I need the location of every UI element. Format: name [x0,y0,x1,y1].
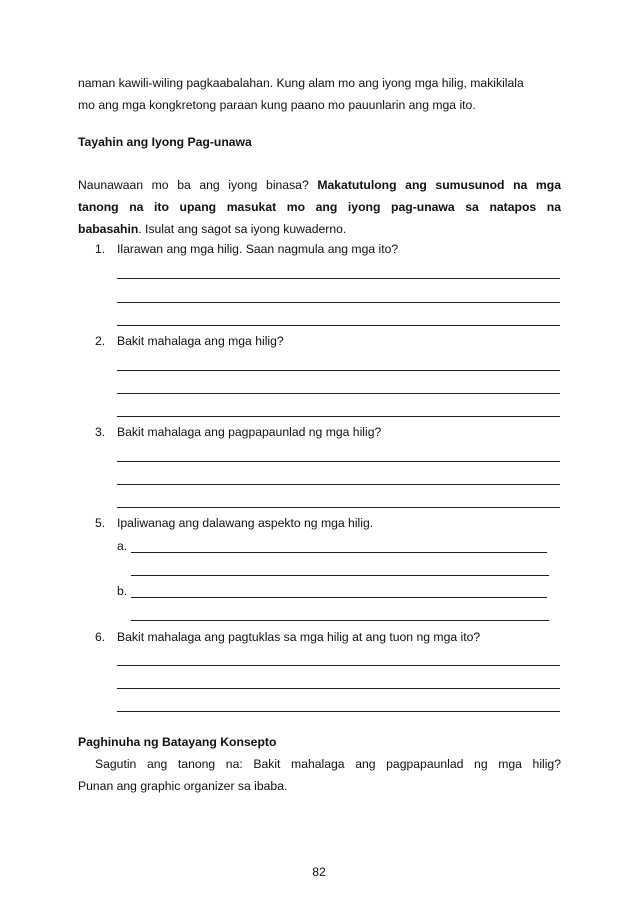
instructions-text-bold-3: babasahin [78,222,139,236]
instructions-line-3 [78,218,561,240]
instructions-text-plain: Naunawaan mo ba ang iyong binasa? [78,178,318,192]
section-heading-paghinuha: Paghinuha ng Batayang Konsepto [78,735,277,749]
question-number: 3. [95,425,106,439]
question-number: 5. [95,516,106,530]
question-5 [95,516,565,530]
answer-line[interactable] [117,393,560,394]
section-heading-tayahin: Tayahin ang Iyong Pag-unawa [78,135,252,149]
answer-line[interactable] [117,507,560,508]
answer-line[interactable] [117,665,560,666]
question-2 [95,334,565,348]
question-1 [95,242,565,256]
intro-line-1: naman kawili-wiling pagkaabalahan. Kung alam mo ang iyong mga hilig, makikilala [78,76,524,90]
answer-line[interactable] [131,552,547,553]
question-number: 1. [95,242,106,256]
instructions-paragraph [78,174,561,240]
answer-line[interactable] [117,302,560,303]
answer-line[interactable] [117,370,560,371]
answer-line[interactable] [131,575,549,576]
question-text: Ipaliwanag ang dalawang aspekto ng mga hilig. [117,516,374,530]
answer-line[interactable] [117,416,560,417]
section2-line-1: Sagutin ang tanong na: Bakit mahalaga ang pagpapaunlad ng mga hilig? [95,757,561,771]
question-number: 6. [95,630,106,644]
section2-paragraph [78,753,561,797]
sub-item-a-label: a. [117,539,128,553]
instructions-text-plain-2: . Isulat ang sagot sa iyong kuwaderno. [138,222,347,236]
intro-paragraph [78,72,561,116]
question-6 [95,630,565,644]
question-number: 2. [95,334,106,348]
instructions-line-1 [78,174,561,196]
page-number: 82 [312,865,326,879]
answer-line[interactable] [117,461,560,462]
answer-line[interactable] [117,484,560,485]
answer-line[interactable] [117,325,560,326]
question-text: Bakit mahalaga ang pagtuklas sa mga hilig at ang tuon ng mga ito? [117,630,481,644]
question-text: Ilarawan ang mga hilig. Saan nagmula ang mga ito? [117,242,399,256]
sub-item-b-label: b. [117,584,128,598]
question-text: Bakit mahalaga ang mga hilig? [117,334,284,348]
answer-line[interactable] [117,278,560,279]
answer-line[interactable] [117,711,560,712]
instructions-text-bold: Makatutulong ang sumusunod na mga [317,178,561,192]
answer-line[interactable] [131,597,547,598]
answer-line[interactable] [131,620,549,621]
question-3 [95,425,565,439]
instructions-text-bold-2: tanong na ito upang masukat mo ang iyong pag-unawa sa natapos na [78,200,561,214]
instructions-line-2 [78,196,561,218]
intro-line-2: mo ang mga kongkretong paraan kung paano mo pauunlarin ang mga ito. [78,98,476,112]
question-text: Bakit mahalaga ang pagpapaunlad ng mga hilig? [117,425,382,439]
section2-line-2: Punan ang graphic organizer sa ibaba. [78,779,288,793]
answer-line[interactable] [117,688,560,689]
